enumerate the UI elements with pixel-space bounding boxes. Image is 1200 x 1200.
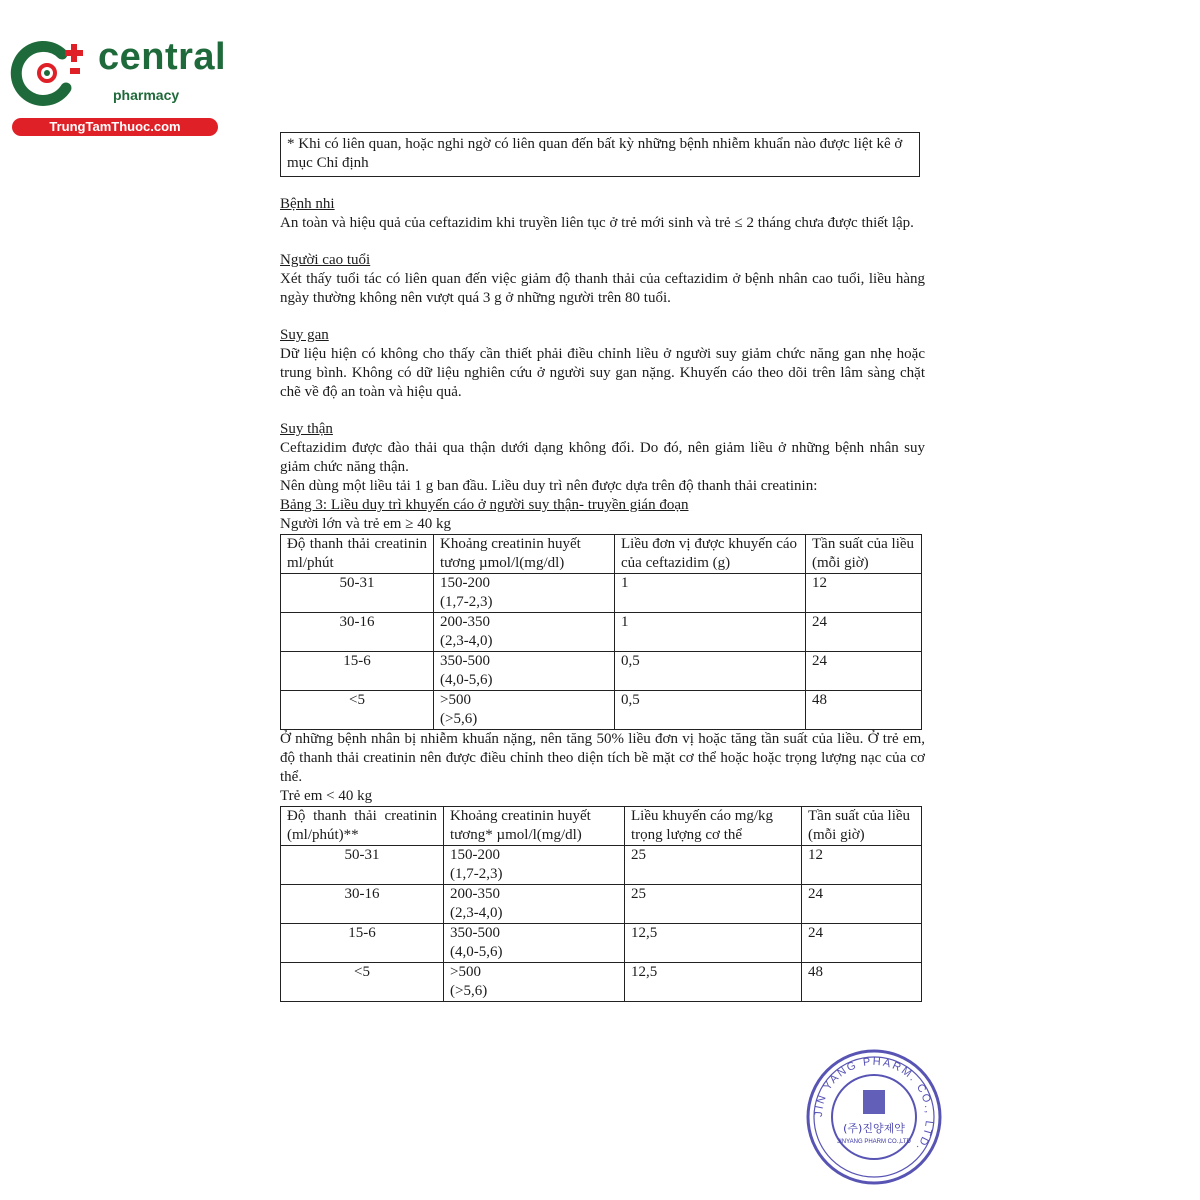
section-text-kidney-1: Ceftazidim được đào thải qua thận dưới dạng không đổi. Do đó, nên giảm liều ở những bệnh nhân suy giảm chức năng thận.: [280, 440, 925, 475]
central-pharmacy-logo-icon: [10, 36, 92, 108]
stamp-inner-text: (주)진양제약: [843, 1122, 905, 1135]
range-umol: >500: [450, 964, 481, 980]
table-cell-range: [434, 652, 615, 691]
section-text-kidney-2: Nên dùng một liều tải 1 g ban đầu. Liều duy trì nên được dựa trên độ thanh thải creatinin:: [280, 478, 818, 494]
table-cell-clearance: <5: [281, 691, 434, 730]
table-header-cell: Khoảng creatinin huyết tương* µmol/l(mg/dl): [444, 807, 625, 846]
table-cell-dose: 0,5: [615, 691, 806, 730]
section-text-elderly: Xét thấy tuổi tác có liên quan đến việc giảm độ thanh thải của ceftazidim ở bệnh nhân cao tuổi, liều hàng ngày thường không nên vượt quá 3 g ở những người trên 80 tuổi.: [280, 271, 925, 306]
table-row: [281, 691, 922, 730]
brand-name: central: [98, 36, 227, 78]
brand-website: TrungTamThuoc.com: [12, 118, 218, 136]
table-cell-clearance: 30-16: [281, 885, 444, 924]
table-cell-range: [444, 846, 625, 885]
table-header-cell: Khoảng creatinin huyết tương µmol/l(mg/dl): [434, 535, 615, 574]
section-title-liver: Suy gan: [280, 327, 329, 343]
range-umol: 350-500: [450, 925, 500, 941]
table-adult-subtitle: Người lớn và trẻ em ≥ 40 kg: [280, 516, 451, 532]
range-umol: 200-350: [450, 886, 500, 902]
table-header-cell: Tần suất của liều (mỗi giờ): [802, 807, 922, 846]
table-cell-frequency: 12: [806, 574, 922, 613]
range-mg: (2,3-4,0): [440, 633, 493, 649]
table-cell-clearance: 15-6: [281, 924, 444, 963]
table-cell-frequency: 12: [802, 846, 922, 885]
table-caption: Bảng 3: Liều duy trì khuyến cáo ở người suy thận- truyền gián đoạn: [280, 497, 689, 513]
table-cell-clearance: 15-6: [281, 652, 434, 691]
table-cell-range: [444, 924, 625, 963]
section-title-pediatric: Bệnh nhi: [280, 196, 335, 212]
table-cell-dose: 25: [625, 846, 802, 885]
table-header-cell: Liều khuyến cáo mg/kg trọng lượng cơ thể: [625, 807, 802, 846]
range-umol: 150-200: [450, 847, 500, 863]
table-cell-range: [434, 613, 615, 652]
table-cell-range: [444, 885, 625, 924]
range-umol: >500: [440, 692, 471, 708]
range-mg: (4,0-5,6): [450, 944, 503, 960]
table-row: [281, 846, 922, 885]
range-umol: 200-350: [440, 614, 490, 630]
document-body: [280, 132, 925, 1002]
table-cell-clearance: <5: [281, 963, 444, 1002]
table-row: [281, 652, 922, 691]
table-cell-dose: 12,5: [625, 963, 802, 1002]
table-header-row: [281, 535, 922, 574]
range-mg: (4,0-5,6): [440, 672, 493, 688]
table-cell-dose: 1: [615, 574, 806, 613]
table-cell-clearance: 50-31: [281, 574, 434, 613]
table-cell-frequency: 48: [802, 963, 922, 1002]
table-cell-frequency: 24: [802, 885, 922, 924]
table-cell-frequency: 24: [802, 924, 922, 963]
table-cell-range: [434, 574, 615, 613]
table-row: [281, 574, 922, 613]
table-cell-clearance: 50-31: [281, 846, 444, 885]
table-header-row: [281, 807, 922, 846]
dosage-table-child: [280, 806, 922, 1002]
table-child-subtitle: Trẻ em < 40 kg: [280, 788, 373, 804]
table-cell-clearance: 30-16: [281, 613, 434, 652]
range-mg: (2,3-4,0): [450, 905, 503, 921]
range-umol: 150-200: [440, 575, 490, 591]
range-mg: (>5,6): [450, 983, 488, 999]
table-row: [281, 885, 922, 924]
dosage-table-adult: [280, 534, 922, 730]
stamp-ring-text: JIN YANG PHARM. CO., LTD.: [812, 1055, 936, 1155]
section-text-pediatric: An toàn và hiệu quả của ceftazidim khi truyền liên tục ở trẻ mới sinh và trẻ ≤ 2 tháng chưa được thiết lập.: [280, 215, 914, 231]
section-text-liver: Dữ liệu hiện có không cho thấy cần thiết phải điều chỉnh liều ở người suy giảm chức năng gan nhẹ hoặc trung bình. Không có dữ liệu nghiên cứu ở người suy gan nặng. Khuyến cáo theo dõi trên lâm sàng chặt chẽ về độ an toàn và hiệu quả.: [280, 346, 925, 400]
stamp-inner-sub: JINYANG PHARM CO.,LTD: [837, 1139, 911, 1145]
section-title-elderly: Người cao tuổi: [280, 252, 371, 268]
brand-subtitle: pharmacy: [113, 87, 180, 103]
indication-note-box: * Khi có liên quan, hoặc nghi ngờ có liên quan đến bất kỳ những bệnh nhiễm khuẩn nào được liệt kê ở mục Chỉ định: [280, 132, 920, 177]
table-cell-dose: 1: [615, 613, 806, 652]
table-row: [281, 963, 922, 1002]
table-header-cell: Liều đơn vị được khuyến cáo của ceftazidim (g): [615, 535, 806, 574]
table-header-cell: Tần suất của liều (mỗi giờ): [806, 535, 922, 574]
severe-infection-note: Ở những bệnh nhân bị nhiễm khuẩn nặng, nên tăng 50% liều đơn vị hoặc tăng tần suất của liều. Ở trẻ em, độ thanh thải creatinin nên được điều chỉnh theo diện tích bề mặt cơ thể hoặc hoặc trọng lượng nạc của cơ thể.: [280, 731, 925, 785]
range-umol: 350-500: [440, 653, 490, 669]
table-cell-frequency: 24: [806, 652, 922, 691]
range-mg: (1,7-2,3): [440, 594, 493, 610]
table-row: [281, 613, 922, 652]
section-title-kidney: Suy thận: [280, 421, 333, 437]
table-header-cell: Độ thanh thải creatinin (ml/phút)**: [281, 807, 444, 846]
table-cell-dose: 12,5: [625, 924, 802, 963]
company-seal-stamp-icon: [805, 1048, 943, 1186]
table-cell-range: [444, 963, 625, 1002]
table-cell-frequency: 48: [806, 691, 922, 730]
table-cell-dose: 0,5: [615, 652, 806, 691]
range-mg: (>5,6): [440, 711, 478, 727]
table-cell-range: [434, 691, 615, 730]
brand-logo: [10, 36, 227, 136]
table-header-cell: Độ thanh thải creatinin ml/phút: [281, 535, 434, 574]
range-mg: (1,7-2,3): [450, 866, 503, 882]
table-row: [281, 924, 922, 963]
table-cell-frequency: 24: [806, 613, 922, 652]
table-cell-dose: 25: [625, 885, 802, 924]
